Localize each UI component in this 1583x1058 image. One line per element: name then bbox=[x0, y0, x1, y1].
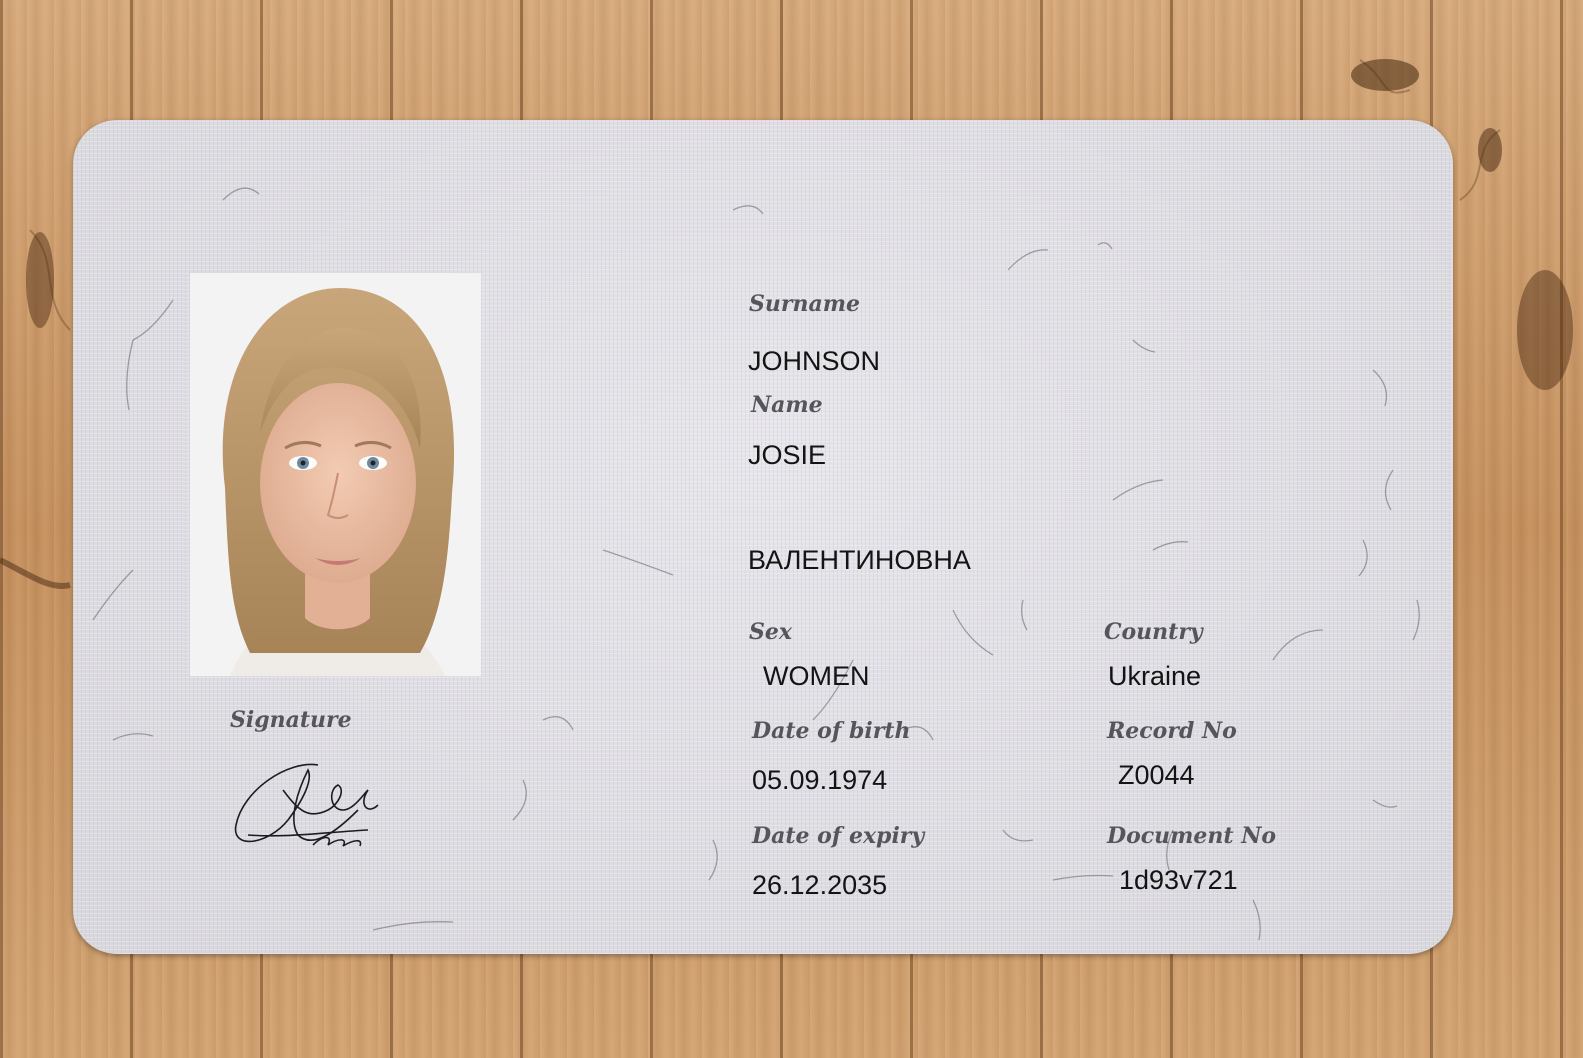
record-no-value: Z0044 bbox=[1118, 760, 1195, 790]
date-of-birth-value: 05.09.1974 bbox=[752, 765, 888, 795]
document-no-label: Document No bbox=[1107, 823, 1277, 849]
date-of-birth-label: Date of birth bbox=[752, 718, 911, 744]
signature-image bbox=[228, 750, 398, 860]
name-label: Name bbox=[751, 392, 823, 418]
name-value: JOSIE bbox=[748, 440, 827, 470]
patronymic-value: ВАЛЕНТИНОВНА bbox=[748, 545, 971, 575]
sex-label: Sex bbox=[749, 619, 793, 645]
document-no-value: 1d93v721 bbox=[1119, 865, 1238, 895]
country-label: Country bbox=[1104, 619, 1203, 645]
signature-label: Signature bbox=[230, 707, 352, 733]
portrait-photo bbox=[190, 273, 481, 676]
date-of-expiry-label: Date of expiry bbox=[752, 823, 925, 849]
country-value: Ukraine bbox=[1108, 661, 1202, 691]
surname-label: Surname bbox=[749, 291, 860, 317]
surname-value: JOHNSON bbox=[748, 346, 881, 376]
record-no-label: Record No bbox=[1107, 718, 1237, 744]
sex-value: WOMEN bbox=[763, 661, 870, 691]
id-card bbox=[73, 120, 1453, 954]
date-of-expiry-value: 26.12.2035 bbox=[752, 870, 888, 900]
